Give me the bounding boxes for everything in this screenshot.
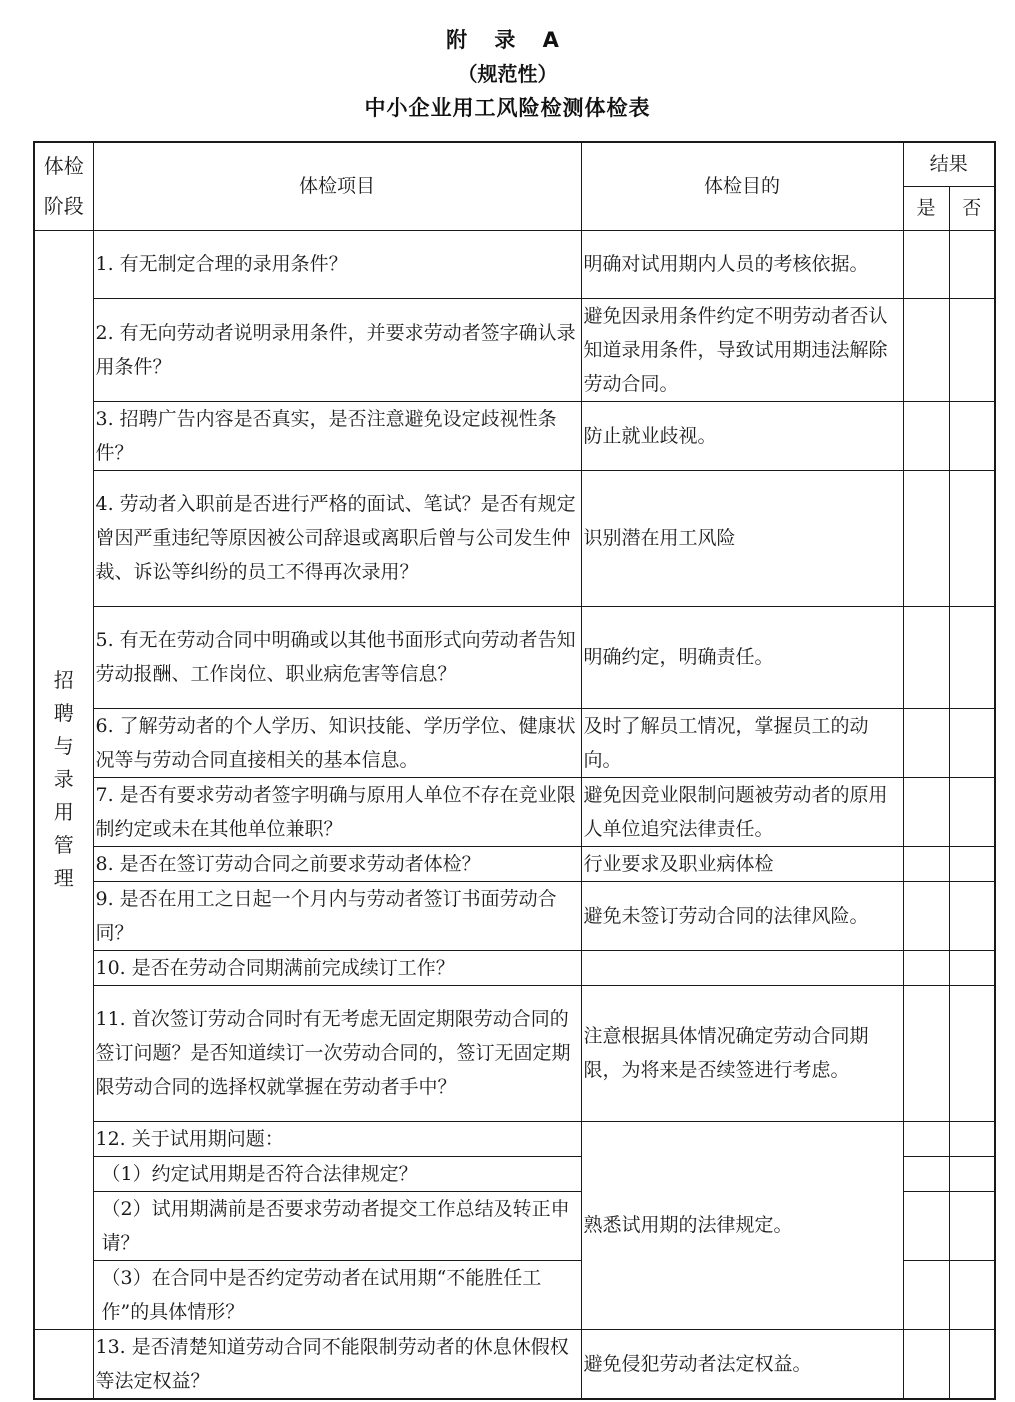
yes-checkbox-cell[interactable] bbox=[903, 708, 949, 777]
checkup-table bbox=[33, 141, 996, 1400]
table-row bbox=[34, 985, 995, 1121]
purpose-cell: 注意根据具体情况确定劳动合同期限，为将来是否续签进行考虑。 bbox=[581, 985, 903, 1121]
yes-checkbox-cell[interactable] bbox=[903, 470, 949, 606]
yes-checkbox-cell[interactable] bbox=[903, 881, 949, 950]
yes-checkbox-cell[interactable] bbox=[903, 1191, 949, 1260]
table-row bbox=[34, 470, 995, 606]
no-checkbox-cell[interactable] bbox=[949, 846, 995, 881]
item-cell: （3）在合同中是否约定劳动者在试用期“不能胜任工作”的具体情形？ bbox=[93, 1260, 581, 1329]
yes-checkbox-cell[interactable] bbox=[903, 1329, 949, 1399]
item-cell: 8. 是否在签订劳动合同之前要求劳动者体检？ bbox=[93, 846, 581, 881]
result-column-header: 结果 bbox=[903, 142, 995, 186]
purpose-column-header: 体检目的 bbox=[581, 142, 903, 230]
no-checkbox-cell[interactable] bbox=[949, 985, 995, 1121]
table-row bbox=[34, 401, 995, 470]
yes-checkbox-cell[interactable] bbox=[903, 985, 949, 1121]
yes-checkbox-cell[interactable] bbox=[903, 777, 949, 846]
table-row bbox=[34, 230, 995, 298]
item-cell: 3. 招聘广告内容是否真实，是否注意避免设定歧视性条件？ bbox=[93, 401, 581, 470]
no-checkbox-cell[interactable] bbox=[949, 1329, 995, 1399]
no-checkbox-cell[interactable] bbox=[949, 606, 995, 708]
purpose-cell bbox=[581, 950, 903, 985]
purpose-cell: 明确约定，明确责任。 bbox=[581, 606, 903, 708]
no-checkbox-cell[interactable] bbox=[949, 1121, 995, 1156]
purpose-cell: 避免未签订劳动合同的法律风险。 bbox=[581, 881, 903, 950]
stage-column-header: 体检阶段 bbox=[34, 142, 93, 230]
stage-cell: 招聘与录用管理 bbox=[34, 230, 93, 1329]
appendix-label: 附 录 A bbox=[446, 28, 569, 52]
purpose-cell: 避免因录用条件约定不明劳动者否认知道录用条件，导致试用期违法解除劳动合同。 bbox=[581, 298, 903, 401]
item-cell: 11. 首次签订劳动合同时有无考虑无固定期限劳动合同的签订问题？是否知道续订一次劳动合同的，签订无固定期限劳动合同的选择权就掌握在劳动者手中？ bbox=[93, 985, 581, 1121]
no-checkbox-cell[interactable] bbox=[949, 230, 995, 298]
no-checkbox-cell[interactable] bbox=[949, 708, 995, 777]
no-checkbox-cell[interactable] bbox=[949, 950, 995, 985]
item-cell: （1）约定试用期是否符合法律规定？ bbox=[93, 1156, 581, 1191]
no-checkbox-cell[interactable] bbox=[949, 470, 995, 606]
yes-checkbox-cell[interactable] bbox=[903, 606, 949, 708]
stage-cell-empty bbox=[34, 1329, 93, 1399]
item-cell: 10. 是否在劳动合同期满前完成续订工作？ bbox=[93, 950, 581, 985]
no-column-header: 否 bbox=[949, 186, 995, 230]
yes-checkbox-cell[interactable] bbox=[903, 950, 949, 985]
yes-checkbox-cell[interactable] bbox=[903, 1260, 949, 1329]
purpose-cell: 避免因竞业限制问题被劳动者的原用人单位追究法律责任。 bbox=[581, 777, 903, 846]
table-row bbox=[34, 846, 995, 881]
no-checkbox-cell[interactable] bbox=[949, 777, 995, 846]
purpose-cell: 防止就业歧视。 bbox=[581, 401, 903, 470]
no-checkbox-cell[interactable] bbox=[949, 1156, 995, 1191]
item-cell: 12. 关于试用期问题： bbox=[93, 1121, 581, 1156]
item-cell: 1. 有无制定合理的录用条件？ bbox=[93, 230, 581, 298]
item-cell: 13. 是否清楚知道劳动合同不能限制劳动者的休息休假权等法定权益？ bbox=[93, 1329, 581, 1399]
table-row bbox=[34, 881, 995, 950]
table-row bbox=[34, 1121, 995, 1156]
item-cell: （2）试用期满前是否要求劳动者提交工作总结及转正申请？ bbox=[93, 1191, 581, 1260]
document-title: 中小企业用工风险检测体检表 bbox=[364, 96, 651, 120]
no-checkbox-cell[interactable] bbox=[949, 1191, 995, 1260]
item-cell: 2. 有无向劳动者说明录用条件，并要求劳动者签字确认录用条件？ bbox=[93, 298, 581, 401]
no-checkbox-cell[interactable] bbox=[949, 1260, 995, 1329]
table-row bbox=[34, 950, 995, 985]
no-checkbox-cell[interactable] bbox=[949, 298, 995, 401]
purpose-cell: 识别潜在用工风险 bbox=[581, 470, 903, 606]
purpose-cell: 避免侵犯劳动者法定权益。 bbox=[581, 1329, 903, 1399]
purpose-cell: 明确对试用期内人员的考核依据。 bbox=[581, 230, 903, 298]
yes-checkbox-cell[interactable] bbox=[903, 846, 949, 881]
yes-checkbox-cell[interactable] bbox=[903, 1156, 949, 1191]
yes-checkbox-cell[interactable] bbox=[903, 401, 949, 470]
yes-column-header: 是 bbox=[903, 186, 949, 230]
purpose-cell: 及时了解员工情况，掌握员工的动向。 bbox=[581, 708, 903, 777]
table-row bbox=[34, 708, 995, 777]
item-cell: 7. 是否有要求劳动者签字明确与原用人单位不存在竞业限制约定或未在其他单位兼职？ bbox=[93, 777, 581, 846]
normative-label: （规范性） bbox=[457, 62, 558, 86]
purpose-cell: 熟悉试用期的法律规定。 bbox=[581, 1121, 903, 1329]
item-cell: 4. 劳动者入职前是否进行严格的面试、笔试？是否有规定曾因严重违纪等原因被公司辞退或离职后曾与公司发生仲裁、诉讼等纠纷的员工不得再次录用？ bbox=[93, 470, 581, 606]
yes-checkbox-cell[interactable] bbox=[903, 1121, 949, 1156]
table-row bbox=[34, 777, 995, 846]
yes-checkbox-cell[interactable] bbox=[903, 298, 949, 401]
table-row bbox=[34, 298, 995, 401]
no-checkbox-cell[interactable] bbox=[949, 881, 995, 950]
table-row bbox=[34, 1329, 995, 1399]
item-cell: 9. 是否在用工之日起一个月内与劳动者签订书面劳动合同？ bbox=[93, 881, 581, 950]
item-column-header: 体检项目 bbox=[93, 142, 581, 230]
purpose-cell: 行业要求及职业病体检 bbox=[581, 846, 903, 881]
yes-checkbox-cell[interactable] bbox=[903, 230, 949, 298]
item-cell: 5. 有无在劳动合同中明确或以其他书面形式向劳动者告知劳动报酬、工作岗位、职业病危害等信息？ bbox=[93, 606, 581, 708]
item-cell: 6. 了解劳动者的个人学历、知识技能、学历学位、健康状况等与劳动合同直接相关的基本信息。 bbox=[93, 708, 581, 777]
no-checkbox-cell[interactable] bbox=[949, 401, 995, 470]
table-row bbox=[34, 606, 995, 708]
